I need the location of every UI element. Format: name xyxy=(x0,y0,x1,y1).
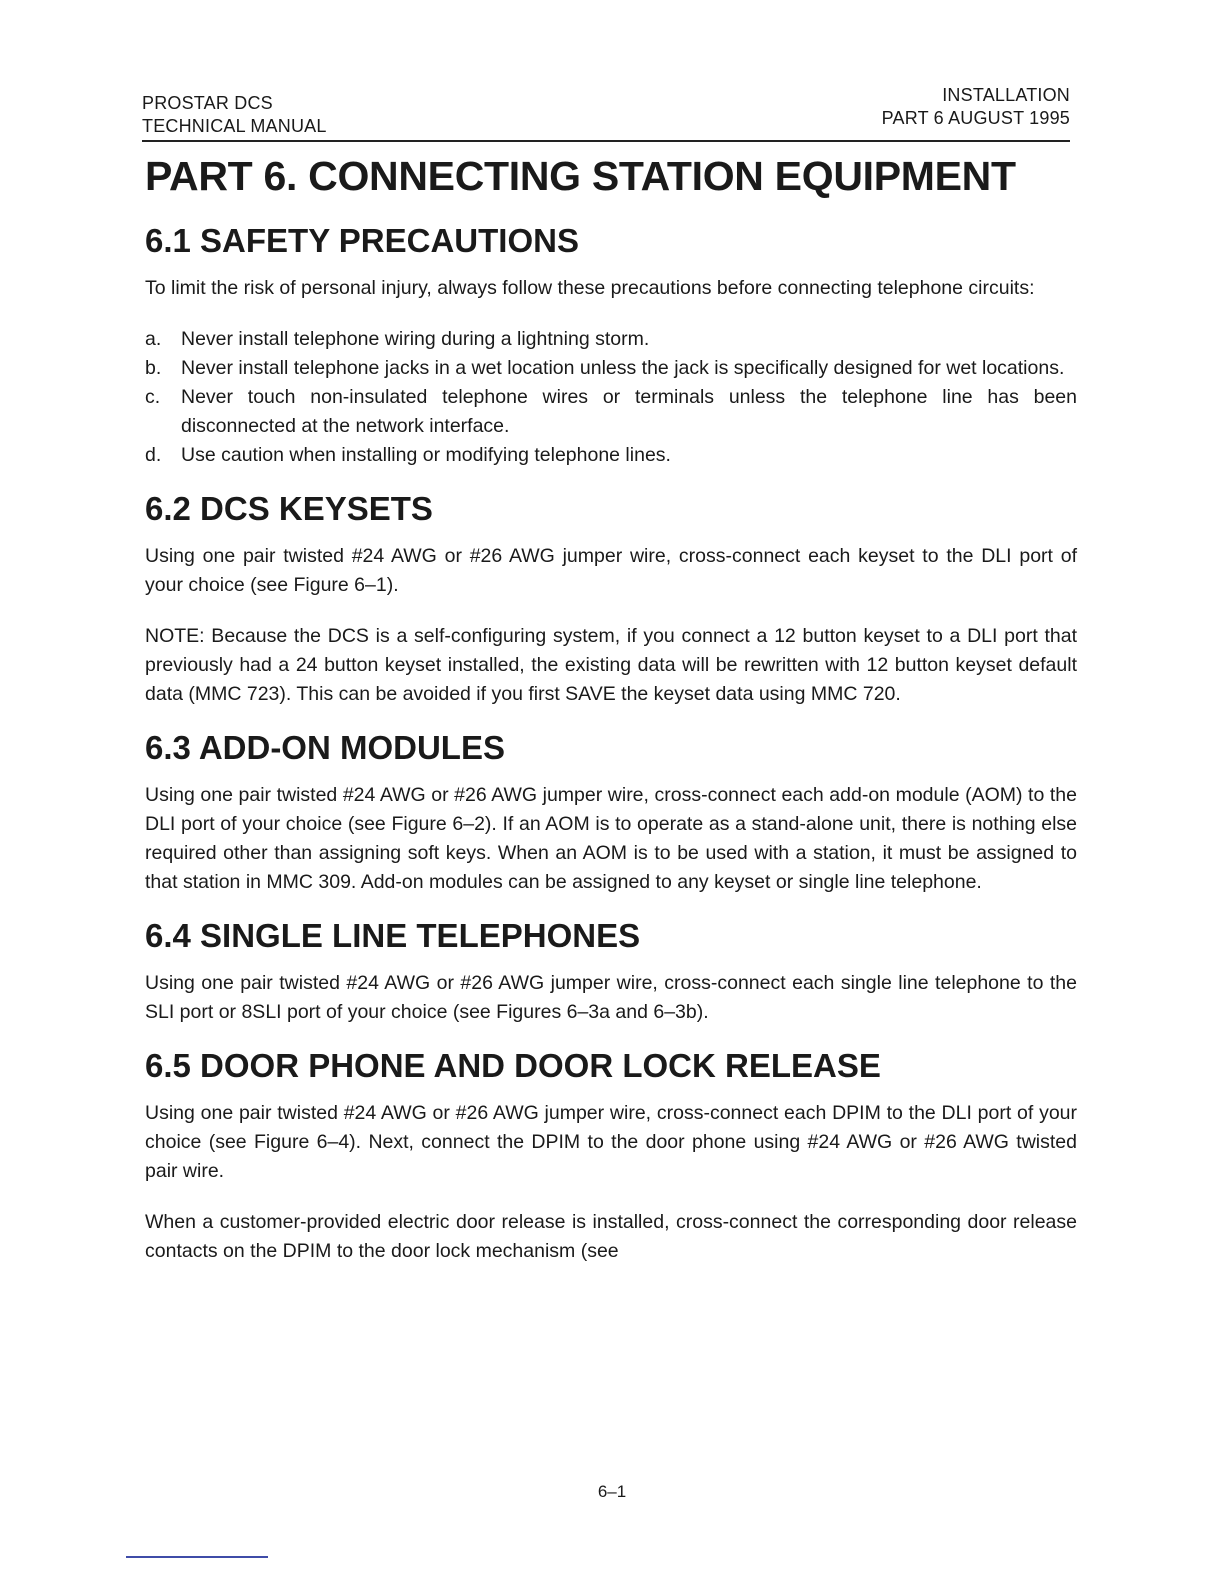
section-safety-precautions xyxy=(145,220,1077,470)
header-left xyxy=(142,92,327,138)
section-heading: 6.5 DOOR PHONE AND DOOR LOCK RELEASE xyxy=(145,1047,881,1084)
section-heading: 6.2 DCS KEYSETS xyxy=(145,490,433,527)
list-item-text: Never install telephone wiring during a lightning storm. xyxy=(181,328,650,350)
section-heading: 6.1 SAFETY PRECAUTIONS xyxy=(145,222,579,259)
section-heading: 6.3 ADD-ON MODULES xyxy=(145,729,505,766)
section-paragraph: To limit the risk of personal injury, always follow these precautions before connecting telephone circuits: xyxy=(145,277,1035,299)
list-marker: c. xyxy=(145,386,161,408)
list-marker: d. xyxy=(145,444,162,466)
section-paragraph: Using one pair twisted #24 AWG or #26 AWG jumper wire, cross-connect each DPIM to the DLI port of your choice (see Figure 6–4). Next, connect the DPIM to the door phone using #24 AWG or #26 AWG twisted pair wire. xyxy=(145,1102,1077,1182)
note-paragraph: NOTE: Because the DCS is a self-configuring system, if you connect a 12 button keyset to a DLI port that previously had a 24 button keyset installed, the existing data will be rewritten with 12 button keyset default data (MMC 723). This can be avoided if you first SAVE the keyset data using MMC 720. xyxy=(145,625,1077,705)
section-paragraph: Using one pair twisted #24 AWG or #26 AWG jumper wire, cross-connect each add-on module (AOM) to the DLI port of your choice (see Figure 6–2). If an AOM is to operate as a stand-alone unit, there is nothing else required other than assigning soft keys. When an AOM is to be used with a station, it must be assigned to that station in MMC 309. Add-on modules can be assigned to any keyset or single line telephone. xyxy=(145,784,1077,893)
page-number: 6–1 xyxy=(597,1482,627,1501)
list-marker: b. xyxy=(145,357,162,379)
section-add-on-modules xyxy=(145,727,1077,897)
section-single-line-telephones xyxy=(145,915,1077,1027)
header-product: PROSTAR DCS xyxy=(142,93,273,113)
section-paragraph: Using one pair twisted #24 AWG or #26 AWG jumper wire, cross-connect each single line telephone to the SLI port or 8SLI port of your choice (see Figures 6–3a and 6–3b). xyxy=(145,972,1077,1023)
precautions-list xyxy=(145,325,1077,470)
list-item-text: Never touch non-insulated telephone wires or terminals unless the telephone line has been disconnected at the network interface. xyxy=(181,386,1077,437)
list-item xyxy=(145,383,1077,441)
page-content xyxy=(145,150,1077,1284)
section-heading: 6.4 SINGLE LINE TELEPHONES xyxy=(145,917,641,954)
header-part-date: PART 6 AUGUST 1995 xyxy=(881,108,1070,128)
header-chapter: INSTALLATION xyxy=(942,85,1070,105)
scan-artifact-line xyxy=(126,1556,268,1558)
section-dcs-keysets xyxy=(145,488,1077,709)
section-paragraph: Using one pair twisted #24 AWG or #26 AWG jumper wire, cross-connect each keyset to the DLI port of your choice (see Figure 6–1). xyxy=(145,545,1077,596)
section-door-phone xyxy=(145,1045,1077,1266)
list-marker: a. xyxy=(145,328,162,350)
list-item xyxy=(145,325,1077,354)
section-paragraph: When a customer-provided electric door release is installed, cross-connect the corresponding door release contacts on the DPIM to the door lock mechanism (see xyxy=(145,1211,1077,1262)
header-manual: TECHNICAL MANUAL xyxy=(142,116,327,136)
list-item-text: Never install telephone jacks in a wet location unless the jack is specifically designed for wet locations. xyxy=(181,357,1065,379)
list-item xyxy=(145,441,1077,470)
list-item-text: Use caution when installing or modifying telephone lines. xyxy=(181,444,671,466)
page-title: PART 6. CONNECTING STATION EQUIPMENT xyxy=(145,153,1016,199)
running-header xyxy=(142,84,1070,142)
header-right xyxy=(882,84,1070,130)
list-item xyxy=(145,354,1077,383)
